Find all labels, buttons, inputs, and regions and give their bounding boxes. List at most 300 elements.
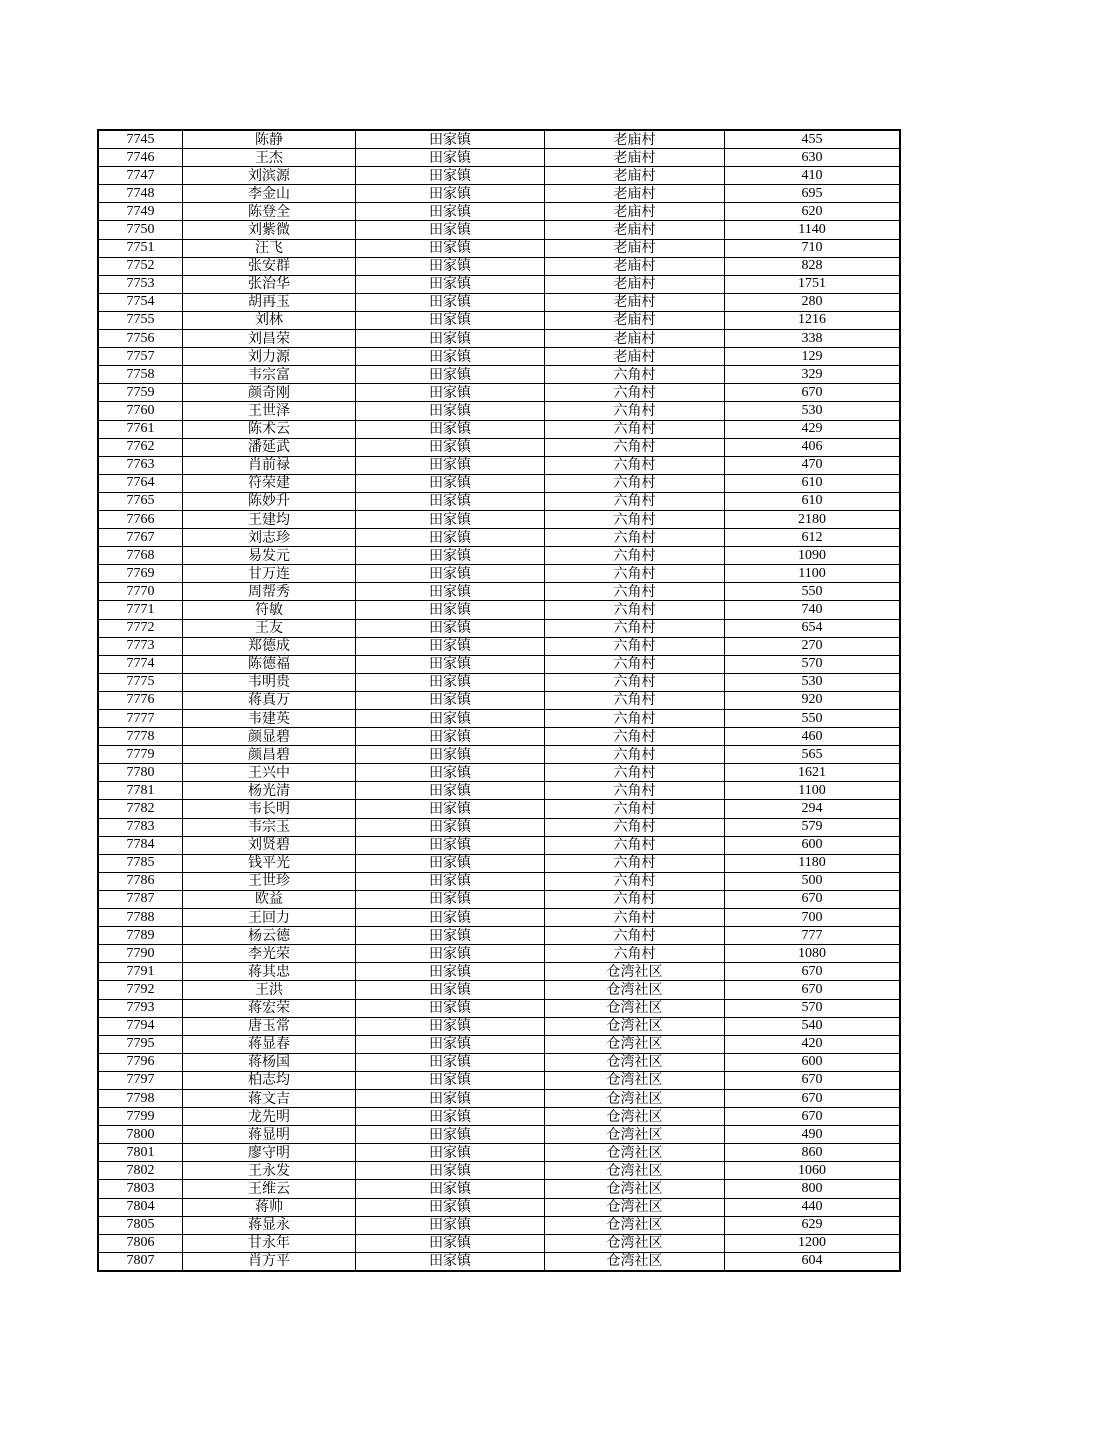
table-row <box>98 601 900 619</box>
town-cell: 田家镇 <box>356 257 545 275</box>
name-cell: 刘紫微 <box>183 221 356 239</box>
table-row <box>98 981 900 999</box>
table-row <box>98 963 900 981</box>
table-row <box>98 456 900 474</box>
serial-number-cell: 7771 <box>98 601 183 619</box>
name-cell: 王回力 <box>183 909 356 927</box>
amount-cell: 570 <box>725 999 901 1017</box>
table-row <box>98 836 900 854</box>
town-cell: 田家镇 <box>356 818 545 836</box>
serial-number-cell: 7753 <box>98 275 183 293</box>
serial-number-cell: 7754 <box>98 293 183 311</box>
name-cell: 颜昌碧 <box>183 746 356 764</box>
town-cell: 田家镇 <box>356 529 545 547</box>
town-cell: 田家镇 <box>356 510 545 528</box>
village-cell: 六角村 <box>545 728 725 746</box>
table-row <box>98 619 900 637</box>
town-cell: 田家镇 <box>356 492 545 510</box>
town-cell: 田家镇 <box>356 1198 545 1216</box>
town-cell: 田家镇 <box>356 637 545 655</box>
village-cell: 仓湾社区 <box>545 1053 725 1071</box>
table-row <box>98 402 900 420</box>
serial-number-cell: 7768 <box>98 547 183 565</box>
table-row <box>98 438 900 456</box>
town-cell: 田家镇 <box>356 402 545 420</box>
village-cell: 老庙村 <box>545 221 725 239</box>
village-cell: 六角村 <box>545 402 725 420</box>
name-cell: 韦宗富 <box>183 366 356 384</box>
name-cell: 肖方平 <box>183 1252 356 1271</box>
town-cell: 田家镇 <box>356 909 545 927</box>
amount-cell: 530 <box>725 402 901 420</box>
table-row <box>98 945 900 963</box>
serial-number-cell: 7802 <box>98 1162 183 1180</box>
village-cell: 仓湾社区 <box>545 1216 725 1234</box>
name-cell: 张安群 <box>183 257 356 275</box>
town-cell: 田家镇 <box>356 963 545 981</box>
town-cell: 田家镇 <box>356 728 545 746</box>
name-cell: 韦长明 <box>183 800 356 818</box>
serial-number-cell: 7796 <box>98 1053 183 1071</box>
name-cell: 蒋文吉 <box>183 1089 356 1107</box>
amount-cell: 1751 <box>725 275 901 293</box>
serial-number-cell: 7806 <box>98 1234 183 1252</box>
town-cell: 田家镇 <box>356 746 545 764</box>
serial-number-cell: 7747 <box>98 167 183 185</box>
amount-cell: 2180 <box>725 510 901 528</box>
town-cell: 田家镇 <box>356 782 545 800</box>
village-cell: 老庙村 <box>545 239 725 257</box>
serial-number-cell: 7760 <box>98 402 183 420</box>
table-row <box>98 348 900 366</box>
town-cell: 田家镇 <box>356 1126 545 1144</box>
serial-number-cell: 7755 <box>98 311 183 329</box>
amount-cell: 406 <box>725 438 901 456</box>
serial-number-cell: 7751 <box>98 239 183 257</box>
serial-number-cell: 7798 <box>98 1089 183 1107</box>
village-cell: 老庙村 <box>545 203 725 221</box>
village-cell: 六角村 <box>545 366 725 384</box>
village-cell: 仓湾社区 <box>545 1180 725 1198</box>
table-row <box>98 710 900 728</box>
table-row <box>98 203 900 221</box>
table-row <box>98 872 900 890</box>
village-cell: 六角村 <box>545 601 725 619</box>
town-cell: 田家镇 <box>356 1162 545 1180</box>
village-cell: 六角村 <box>545 890 725 908</box>
serial-number-cell: 7778 <box>98 728 183 746</box>
village-cell: 六角村 <box>545 800 725 818</box>
amount-cell: 1200 <box>725 1234 901 1252</box>
village-cell: 六角村 <box>545 510 725 528</box>
name-cell: 蒋显永 <box>183 1216 356 1234</box>
village-cell: 六角村 <box>545 927 725 945</box>
amount-cell: 670 <box>725 1071 901 1089</box>
amount-cell: 579 <box>725 818 901 836</box>
table-row <box>98 1234 900 1252</box>
name-cell: 王友 <box>183 619 356 637</box>
table-row <box>98 764 900 782</box>
name-cell: 王永发 <box>183 1162 356 1180</box>
table-row <box>98 728 900 746</box>
amount-cell: 440 <box>725 1198 901 1216</box>
serial-number-cell: 7801 <box>98 1144 183 1162</box>
village-cell: 六角村 <box>545 474 725 492</box>
name-cell: 陈术云 <box>183 420 356 438</box>
name-cell: 韦宗玉 <box>183 818 356 836</box>
name-cell: 钱平光 <box>183 854 356 872</box>
amount-cell: 329 <box>725 366 901 384</box>
amount-cell: 604 <box>725 1252 901 1271</box>
town-cell: 田家镇 <box>356 130 545 149</box>
amount-cell: 600 <box>725 836 901 854</box>
village-cell: 老庙村 <box>545 185 725 203</box>
name-cell: 杨光清 <box>183 782 356 800</box>
village-cell: 六角村 <box>545 782 725 800</box>
amount-cell: 1180 <box>725 854 901 872</box>
town-cell: 田家镇 <box>356 474 545 492</box>
serial-number-cell: 7784 <box>98 836 183 854</box>
town-cell: 田家镇 <box>356 872 545 890</box>
amount-cell: 1080 <box>725 945 901 963</box>
name-cell: 肖前禄 <box>183 456 356 474</box>
amount-cell: 1216 <box>725 311 901 329</box>
table-row <box>98 1126 900 1144</box>
name-cell: 甘万连 <box>183 565 356 583</box>
town-cell: 田家镇 <box>356 348 545 366</box>
table-row <box>98 909 900 927</box>
serial-number-cell: 7788 <box>98 909 183 927</box>
amount-cell: 550 <box>725 710 901 728</box>
town-cell: 田家镇 <box>356 890 545 908</box>
name-cell: 王洪 <box>183 981 356 999</box>
village-cell: 仓湾社区 <box>545 999 725 1017</box>
amount-cell: 777 <box>725 927 901 945</box>
name-cell: 欧益 <box>183 890 356 908</box>
serial-number-cell: 7774 <box>98 655 183 673</box>
town-cell: 田家镇 <box>356 691 545 709</box>
name-cell: 陈妙升 <box>183 492 356 510</box>
name-cell: 王杰 <box>183 149 356 167</box>
serial-number-cell: 7804 <box>98 1198 183 1216</box>
table-row <box>98 1216 900 1234</box>
town-cell: 田家镇 <box>356 1089 545 1107</box>
table-row <box>98 275 900 293</box>
town-cell: 田家镇 <box>356 927 545 945</box>
serial-number-cell: 7783 <box>98 818 183 836</box>
village-cell: 老庙村 <box>545 257 725 275</box>
serial-number-cell: 7786 <box>98 872 183 890</box>
name-cell: 王维云 <box>183 1180 356 1198</box>
name-cell: 张治华 <box>183 275 356 293</box>
amount-cell: 700 <box>725 909 901 927</box>
town-cell: 田家镇 <box>356 945 545 963</box>
town-cell: 田家镇 <box>356 565 545 583</box>
table-row <box>98 746 900 764</box>
name-cell: 颜奇刚 <box>183 384 356 402</box>
village-cell: 老庙村 <box>545 311 725 329</box>
table-row <box>98 529 900 547</box>
amount-cell: 280 <box>725 293 901 311</box>
amount-cell: 294 <box>725 800 901 818</box>
name-cell: 蒋显春 <box>183 1035 356 1053</box>
village-cell: 六角村 <box>545 583 725 601</box>
amount-cell: 695 <box>725 185 901 203</box>
town-cell: 田家镇 <box>356 547 545 565</box>
amount-cell: 500 <box>725 872 901 890</box>
table-row <box>98 510 900 528</box>
amount-cell: 530 <box>725 673 901 691</box>
village-cell: 六角村 <box>545 420 725 438</box>
amount-cell: 610 <box>725 474 901 492</box>
table-row <box>98 1252 900 1271</box>
amount-cell: 270 <box>725 637 901 655</box>
name-cell: 廖守明 <box>183 1144 356 1162</box>
name-cell: 易发元 <box>183 547 356 565</box>
table-row <box>98 691 900 709</box>
table-row <box>98 927 900 945</box>
amount-cell: 670 <box>725 963 901 981</box>
amount-cell: 612 <box>725 529 901 547</box>
village-cell: 六角村 <box>545 854 725 872</box>
name-cell: 王世泽 <box>183 402 356 420</box>
amount-cell: 710 <box>725 239 901 257</box>
amount-cell: 629 <box>725 1216 901 1234</box>
amount-cell: 460 <box>725 728 901 746</box>
serial-number-cell: 7781 <box>98 782 183 800</box>
town-cell: 田家镇 <box>356 836 545 854</box>
name-cell: 蒋宏荣 <box>183 999 356 1017</box>
village-cell: 六角村 <box>545 764 725 782</box>
village-cell: 六角村 <box>545 492 725 510</box>
name-cell: 刘力源 <box>183 348 356 366</box>
serial-number-cell: 7797 <box>98 1071 183 1089</box>
serial-number-cell: 7782 <box>98 800 183 818</box>
village-cell: 老庙村 <box>545 348 725 366</box>
amount-cell: 540 <box>725 1017 901 1035</box>
amount-cell: 1090 <box>725 547 901 565</box>
village-cell: 仓湾社区 <box>545 1144 725 1162</box>
serial-number-cell: 7787 <box>98 890 183 908</box>
village-cell: 六角村 <box>545 909 725 927</box>
village-cell: 仓湾社区 <box>545 1017 725 1035</box>
amount-cell: 420 <box>725 1035 901 1053</box>
town-cell: 田家镇 <box>356 1108 545 1126</box>
table-row <box>98 185 900 203</box>
village-cell: 六角村 <box>545 438 725 456</box>
table-row <box>98 673 900 691</box>
amount-cell: 455 <box>725 130 901 149</box>
amount-cell: 670 <box>725 890 901 908</box>
serial-number-cell: 7769 <box>98 565 183 583</box>
town-cell: 田家镇 <box>356 311 545 329</box>
village-cell: 六角村 <box>545 655 725 673</box>
village-cell: 六角村 <box>545 746 725 764</box>
name-cell: 柏志均 <box>183 1071 356 1089</box>
name-cell: 潘延武 <box>183 438 356 456</box>
town-cell: 田家镇 <box>356 1071 545 1089</box>
serial-number-cell: 7746 <box>98 149 183 167</box>
serial-number-cell: 7785 <box>98 854 183 872</box>
amount-cell: 740 <box>725 601 901 619</box>
serial-number-cell: 7792 <box>98 981 183 999</box>
village-cell: 老庙村 <box>545 167 725 185</box>
table-row <box>98 547 900 565</box>
village-cell: 六角村 <box>545 637 725 655</box>
serial-number-cell: 7756 <box>98 330 183 348</box>
name-cell: 刘昌荣 <box>183 330 356 348</box>
amount-cell: 670 <box>725 384 901 402</box>
table-row <box>98 782 900 800</box>
serial-number-cell: 7765 <box>98 492 183 510</box>
table-row <box>98 130 900 149</box>
serial-number-cell: 7757 <box>98 348 183 366</box>
table-row <box>98 257 900 275</box>
serial-number-cell: 7779 <box>98 746 183 764</box>
village-cell: 六角村 <box>545 945 725 963</box>
serial-number-cell: 7745 <box>98 130 183 149</box>
town-cell: 田家镇 <box>356 1234 545 1252</box>
serial-number-cell: 7790 <box>98 945 183 963</box>
table-row <box>98 1144 900 1162</box>
serial-number-cell: 7775 <box>98 673 183 691</box>
village-cell: 仓湾社区 <box>545 963 725 981</box>
town-cell: 田家镇 <box>356 293 545 311</box>
amount-cell: 1140 <box>725 221 901 239</box>
village-cell: 六角村 <box>545 456 725 474</box>
village-cell: 老庙村 <box>545 275 725 293</box>
name-cell: 李金山 <box>183 185 356 203</box>
amount-cell: 600 <box>725 1053 901 1071</box>
town-cell: 田家镇 <box>356 203 545 221</box>
name-cell: 龙先明 <box>183 1108 356 1126</box>
name-cell: 王建均 <box>183 510 356 528</box>
amount-cell: 470 <box>725 456 901 474</box>
amount-cell: 565 <box>725 746 901 764</box>
village-cell: 老庙村 <box>545 149 725 167</box>
serial-number-cell: 7780 <box>98 764 183 782</box>
amount-cell: 800 <box>725 1180 901 1198</box>
amount-cell: 1621 <box>725 764 901 782</box>
record-table <box>97 129 901 1272</box>
serial-number-cell: 7805 <box>98 1216 183 1234</box>
record-table-body <box>98 130 900 1271</box>
village-cell: 六角村 <box>545 547 725 565</box>
table-row <box>98 1108 900 1126</box>
amount-cell: 410 <box>725 167 901 185</box>
village-cell: 仓湾社区 <box>545 1035 725 1053</box>
village-cell: 六角村 <box>545 691 725 709</box>
village-cell: 六角村 <box>545 619 725 637</box>
village-cell: 仓湾社区 <box>545 1071 725 1089</box>
village-cell: 六角村 <box>545 872 725 890</box>
amount-cell: 654 <box>725 619 901 637</box>
serial-number-cell: 7758 <box>98 366 183 384</box>
table-row <box>98 655 900 673</box>
name-cell: 王兴中 <box>183 764 356 782</box>
name-cell: 周帮秀 <box>183 583 356 601</box>
table-row <box>98 890 900 908</box>
table-row <box>98 384 900 402</box>
amount-cell: 670 <box>725 981 901 999</box>
name-cell: 汪飞 <box>183 239 356 257</box>
name-cell: 胡再玉 <box>183 293 356 311</box>
town-cell: 田家镇 <box>356 655 545 673</box>
name-cell: 陈静 <box>183 130 356 149</box>
village-cell: 仓湾社区 <box>545 1252 725 1271</box>
record-table-container <box>97 129 901 1272</box>
amount-cell: 920 <box>725 691 901 709</box>
table-row <box>98 854 900 872</box>
name-cell: 王世珍 <box>183 872 356 890</box>
amount-cell: 670 <box>725 1108 901 1126</box>
town-cell: 田家镇 <box>356 1216 545 1234</box>
amount-cell: 1060 <box>725 1162 901 1180</box>
town-cell: 田家镇 <box>356 999 545 1017</box>
table-row <box>98 800 900 818</box>
town-cell: 田家镇 <box>356 167 545 185</box>
village-cell: 六角村 <box>545 710 725 728</box>
name-cell: 陈德福 <box>183 655 356 673</box>
village-cell: 老庙村 <box>545 330 725 348</box>
table-row <box>98 1089 900 1107</box>
amount-cell: 338 <box>725 330 901 348</box>
name-cell: 刘林 <box>183 311 356 329</box>
name-cell: 郑德成 <box>183 637 356 655</box>
table-row <box>98 1180 900 1198</box>
amount-cell: 1100 <box>725 565 901 583</box>
amount-cell: 570 <box>725 655 901 673</box>
village-cell: 仓湾社区 <box>545 981 725 999</box>
town-cell: 田家镇 <box>356 800 545 818</box>
town-cell: 田家镇 <box>356 981 545 999</box>
table-row <box>98 637 900 655</box>
town-cell: 田家镇 <box>356 673 545 691</box>
table-row <box>98 474 900 492</box>
town-cell: 田家镇 <box>356 185 545 203</box>
village-cell: 六角村 <box>545 565 725 583</box>
name-cell: 符荣建 <box>183 474 356 492</box>
serial-number-cell: 7767 <box>98 529 183 547</box>
serial-number-cell: 7764 <box>98 474 183 492</box>
name-cell: 刘滨源 <box>183 167 356 185</box>
name-cell: 蒋帅 <box>183 1198 356 1216</box>
name-cell: 符敏 <box>183 601 356 619</box>
serial-number-cell: 7759 <box>98 384 183 402</box>
village-cell: 仓湾社区 <box>545 1108 725 1126</box>
table-row <box>98 311 900 329</box>
amount-cell: 630 <box>725 149 901 167</box>
name-cell: 颜显碧 <box>183 728 356 746</box>
amount-cell: 429 <box>725 420 901 438</box>
serial-number-cell: 7803 <box>98 1180 183 1198</box>
town-cell: 田家镇 <box>356 710 545 728</box>
town-cell: 田家镇 <box>356 1252 545 1271</box>
table-row <box>98 1053 900 1071</box>
town-cell: 田家镇 <box>356 366 545 384</box>
serial-number-cell: 7793 <box>98 999 183 1017</box>
town-cell: 田家镇 <box>356 438 545 456</box>
town-cell: 田家镇 <box>356 854 545 872</box>
name-cell: 李光荣 <box>183 945 356 963</box>
amount-cell: 828 <box>725 257 901 275</box>
name-cell: 蒋真万 <box>183 691 356 709</box>
village-cell: 六角村 <box>545 836 725 854</box>
village-cell: 六角村 <box>545 384 725 402</box>
town-cell: 田家镇 <box>356 601 545 619</box>
table-row <box>98 149 900 167</box>
name-cell: 甘永年 <box>183 1234 356 1252</box>
